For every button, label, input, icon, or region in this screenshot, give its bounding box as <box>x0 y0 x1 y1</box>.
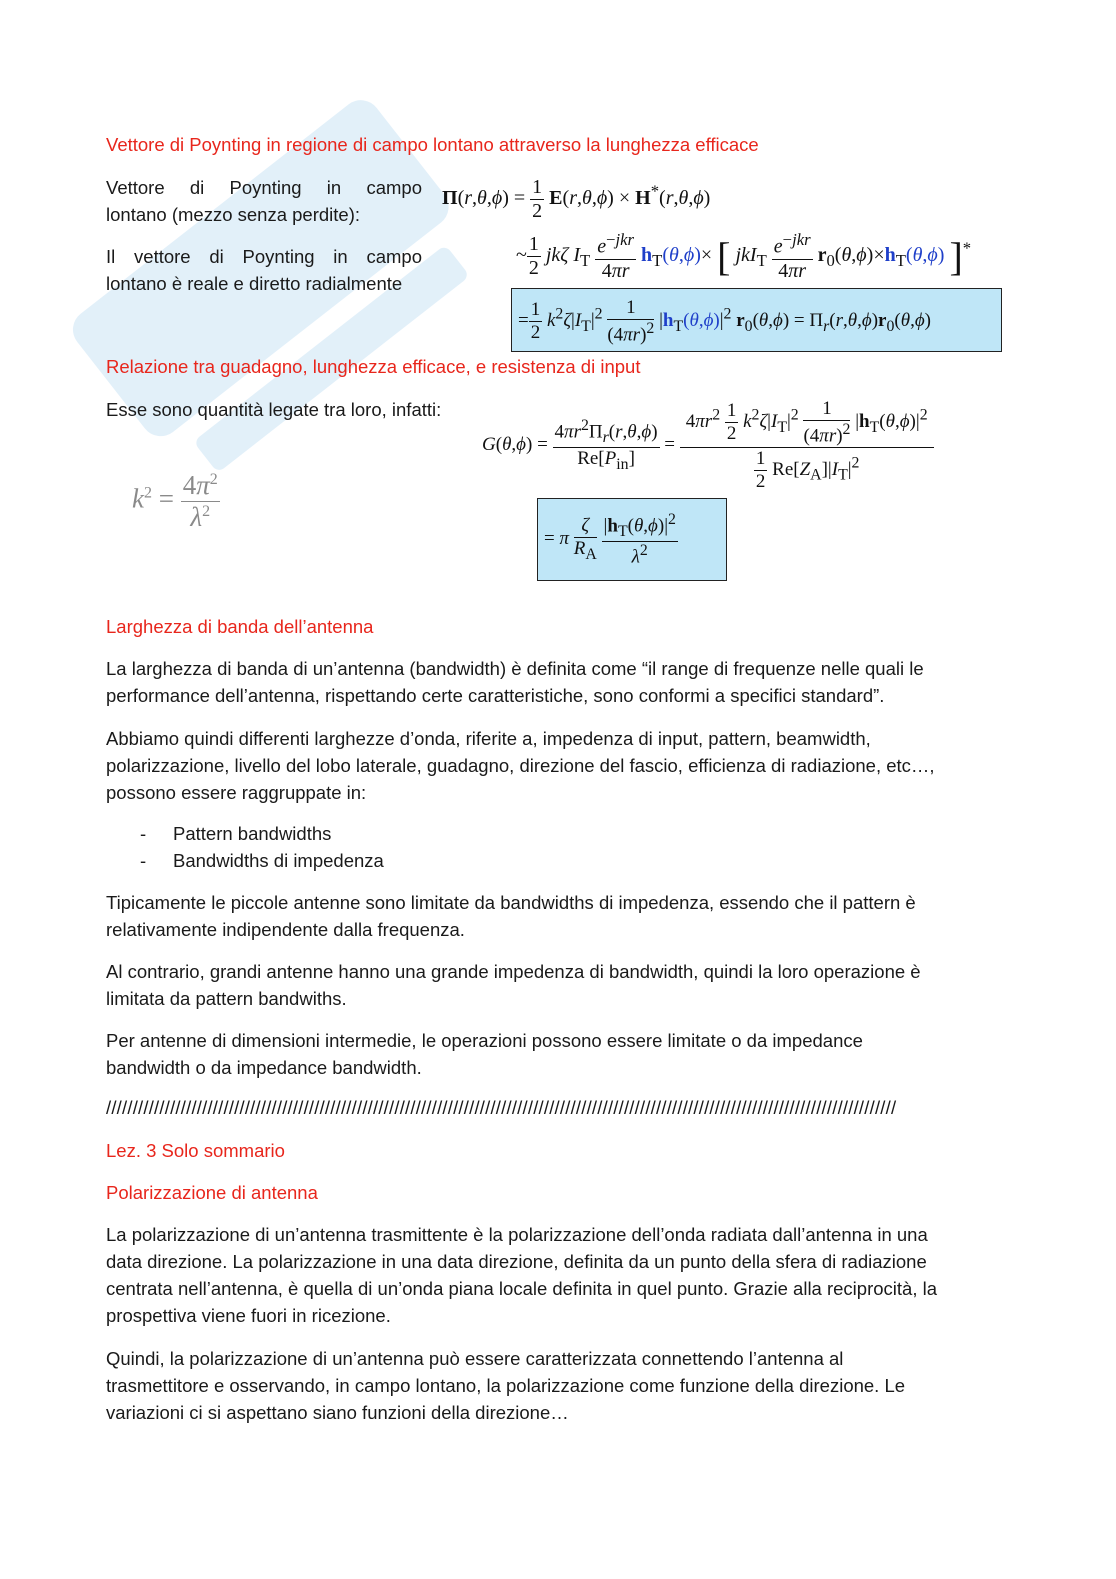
bandwidth-paragraph-3: Tipicamente le piccole antenne sono limitate da bandwidths di impedenza, essendo che il pattern è relativamente indipendente dalla frequenza. <box>106 892 916 940</box>
equation-poynting-definition: Π(r,θ,ϕ) = $\frac{1}{2}$ E(r,θ,ϕ) × H*(r,θ,ϕ) <box>442 176 711 222</box>
section-title-gain: Relazione tra guadagno, lunghezza efficace, e resistenza di input <box>106 356 641 377</box>
bandwidth-paragraph-2: Abbiamo quindi differenti larghezze d’onda, riferite a, impedenza di input, pattern, beamwidth, polarizzazione, livello del lobo laterale, guadagno, direzione del fascio, efficienza di radiazione, etc…, possono essere raggruppate in: <box>106 728 935 803</box>
section-title-poynting: Vettore di Poynting in regione di campo lontano attraverso la lunghezza efficace <box>106 134 759 155</box>
bandwidth-paragraph-1: La larghezza di banda di un’antenna (bandwidth) è definita come “il range di frequenze nelle quali le performance dell’antenna, rispettando certe caratteristiche, sono conformi a specifici standard”. <box>106 658 924 706</box>
bullet-item: Bandwidths di impedenza <box>173 850 384 871</box>
bullet-item: Pattern bandwidths <box>173 823 332 844</box>
polarization-paragraph-2: Quindi, la polarizzazione di un’antenna può essere caratterizzata connettendo l’antenna al trasmettitore e osservando, in campo lontano, la polarizzazione come funzione della direzione. Le variazioni ci si aspettano siano funzioni della direzione… <box>106 1348 906 1423</box>
equation-gain: G(θ,ϕ) = $\frac{4\pi r^2\Pi_r(r,\theta,\phi)}{Re[P_{in}]}$ = $4\pi r^2$ $\frac{1}{2}$ $k^2\zeta|I_T|^2$ $\frac{1}{(4\pi r)^2}$ $|h_T(\theta,\phi)|^2$ $\frac{1}{2}$ $Re[Z_A]|I_T|^2$ <box>482 398 934 493</box>
bullet-marker: - <box>140 823 147 844</box>
poynting-text-2-line1: Il vettore di Poynting in campo <box>106 246 422 267</box>
equation-poynting-expansion: ~ $\frac{1}{2}$ jkζ $I_T$ $\frac{e^{-jkr}}{4\pi r}$ $h_T(\theta,\phi)\times$ [ jkI$_T$ $\frac{e^{-jkr}}{4\pi r}$ $r_0(\theta,\phi)\times h_T(\theta,\phi)$ ]* <box>516 230 972 282</box>
poynting-text-2-line2: lontano è reale e diretto radialmente <box>106 273 403 294</box>
boxed-equation-poynting-result: = $\frac{1}{2}$ $k^2\zeta|I_T|^2$ $\frac{1}{(4\pi r)^2}$ $|h_T(\theta,\phi)|^2$ $r_0(\theta,\phi) = \Pi_r(r,\theta,\phi)r_0(\theta,\phi)$ <box>511 288 1002 352</box>
poynting-text-1-line1: Vettore di Poynting in campo <box>106 177 422 198</box>
section-title-bandwidth: Larghezza di banda dell’antenna <box>106 616 374 637</box>
equation-k-squared: $k^2$ = $\frac{4\pi^2}{\lambda^2}$ <box>132 470 218 532</box>
bandwidth-paragraph-5: Per antenne di dimensioni intermedie, le operazioni possono essere limitate o da impedance bandwidth o da impedance bandwidth. <box>106 1030 863 1078</box>
bandwidth-paragraph-4: Al contrario, grandi antenne hanno una grande impedenza di bandwidth, quindi la loro operazione è limitata da pattern bandwiths. <box>106 961 921 1009</box>
bullet-marker: - <box>140 850 147 871</box>
separator-line: //////////////////////////////////////////////////////////////////////////////////////////////////////////////////////////////////////////////////// <box>106 1097 897 1118</box>
section-title-polarization: Polarizzazione di antenna <box>106 1182 318 1203</box>
poynting-text-1-line2: lontano (mezzo senza perdite): <box>106 204 360 225</box>
boxed-equation-gain-result: = π $\frac{\zeta}{R_A}$ $\frac{|h_T(\theta,\phi)|^2}{\lambda^2}$ <box>537 498 727 581</box>
gain-intro-text: Esse sono quantità legate tra loro, infatti: <box>106 399 442 420</box>
polarization-paragraph-1: La polarizzazione di un’antenna trasmittente è la polarizzazione dell’onda radiata dall’antenna in una data direzione. La polarizzazione in una data direzione, definita da un punto della sfera di radiazione centrata nell’antenna, è quella di un’onda piana locale definita in quel punto. Grazie alla reciprocità, la prospettiva viene fuori in ricezione. <box>106 1224 938 1326</box>
lecture-title: Lez. 3 Solo sommario <box>106 1140 285 1161</box>
